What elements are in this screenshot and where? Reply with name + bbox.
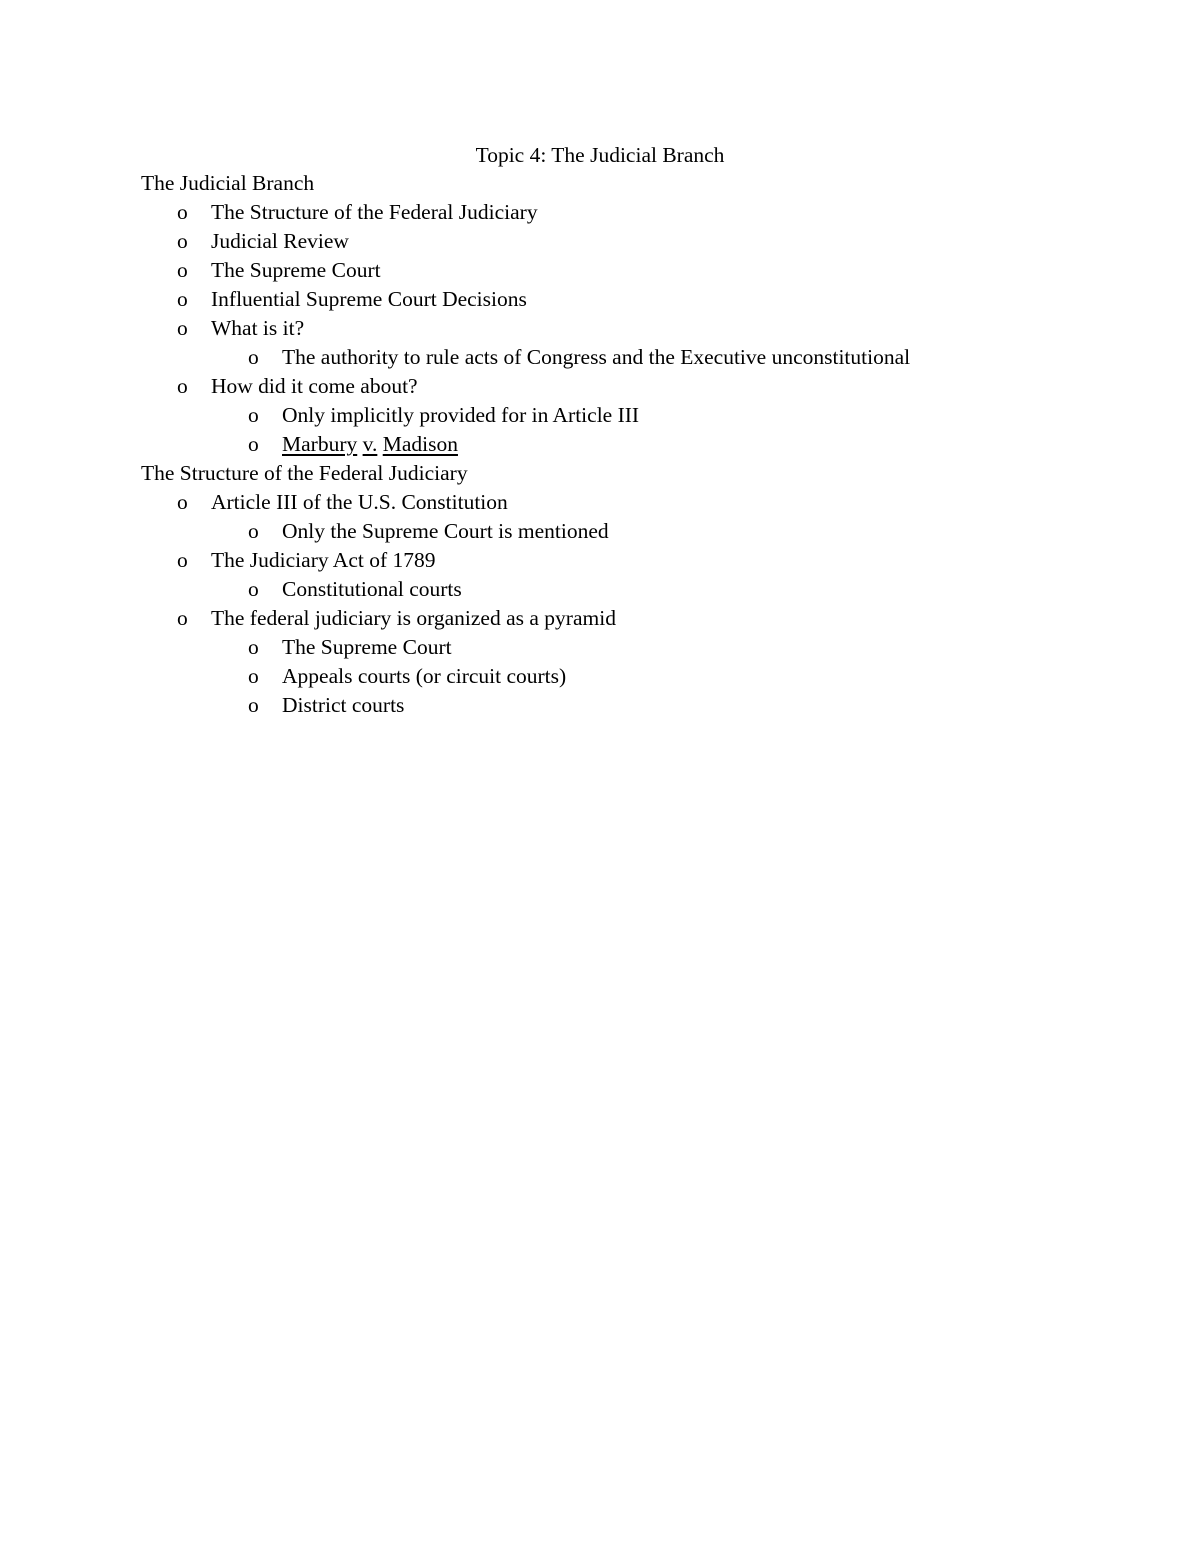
- bullet-circle-icon: o: [248, 577, 259, 601]
- list-item: [141, 546, 1141, 575]
- case-separator: v.: [362, 432, 378, 456]
- list-item: [141, 372, 1141, 401]
- bullet-circle-icon: o: [248, 693, 259, 717]
- sub-list-item: [141, 633, 1141, 662]
- bullet-circle-icon: o: [248, 664, 259, 688]
- case-party-2: Madison: [382, 432, 458, 456]
- sub-list-item: [141, 517, 1141, 546]
- list-item: [141, 488, 1141, 517]
- bullet-circle-icon: o: [177, 287, 188, 311]
- sub-list-item-text: The authority to rule acts of Congress and the Executive unconstitutional: [282, 345, 911, 369]
- sub-list-item-text: Constitutional courts: [282, 577, 462, 601]
- sub-list-item: [141, 401, 1141, 430]
- list-item: [141, 227, 1141, 256]
- list-item-text: The Structure of the Federal Judiciary: [211, 200, 538, 224]
- sub-list-item-text: Only the Supreme Court is mentioned: [282, 519, 609, 543]
- list-item-text: The Supreme Court: [211, 258, 381, 282]
- document-title: Topic 4: The Judicial Branch: [475, 143, 725, 167]
- sub-list-item-text: District courts: [282, 693, 405, 717]
- sub-list-item-text: The Supreme Court: [282, 635, 452, 659]
- sub-list-item: [141, 343, 1141, 372]
- bullet-circle-icon: o: [248, 635, 259, 659]
- bullet-circle-icon: o: [177, 229, 188, 253]
- list-item: [141, 285, 1141, 314]
- case-party-1: Marbury: [282, 432, 358, 456]
- bullet-circle-icon: o: [248, 519, 259, 543]
- bullet-circle-icon: o: [248, 432, 259, 456]
- bullet-circle-icon: o: [177, 374, 188, 398]
- bullet-circle-icon: o: [177, 316, 188, 340]
- bullet-circle-icon: o: [177, 490, 188, 514]
- list-item-text: Influential Supreme Court Decisions: [211, 287, 527, 311]
- bullet-circle-icon: o: [248, 345, 259, 369]
- bullet-circle-icon: o: [177, 258, 188, 282]
- bullet-circle-icon: o: [177, 606, 188, 630]
- list-item-text: The federal judiciary is organized as a pyramid: [211, 606, 616, 630]
- list-item-text: The Judiciary Act of 1789: [211, 548, 436, 572]
- bullet-circle-icon: o: [177, 200, 188, 224]
- sub-list-item: [141, 662, 1141, 691]
- sub-list-item: [141, 575, 1141, 604]
- sub-list-item: [141, 691, 1141, 720]
- bullet-circle-icon: o: [248, 403, 259, 427]
- list-item: [141, 604, 1141, 633]
- sub-list-item-text: Appeals courts (or circuit courts): [282, 664, 567, 688]
- section-heading: The Structure of the Federal Judiciary: [141, 461, 468, 485]
- list-item-text: What is it?: [211, 316, 305, 340]
- list-item: [141, 256, 1141, 285]
- list-item-text: Article III of the U.S. Constitution: [211, 490, 508, 514]
- document-outline: [141, 169, 1141, 720]
- section-heading: The Judicial Branch: [141, 171, 315, 195]
- list-item-text: Judicial Review: [211, 229, 349, 253]
- bullet-circle-icon: o: [177, 548, 188, 572]
- list-item-text: How did it come about?: [211, 374, 418, 398]
- sub-list-item-text: Only implicitly provided for in Article III: [282, 403, 640, 427]
- list-item: [141, 198, 1141, 227]
- list-item: [141, 314, 1141, 343]
- sub-list-item: [141, 430, 1141, 459]
